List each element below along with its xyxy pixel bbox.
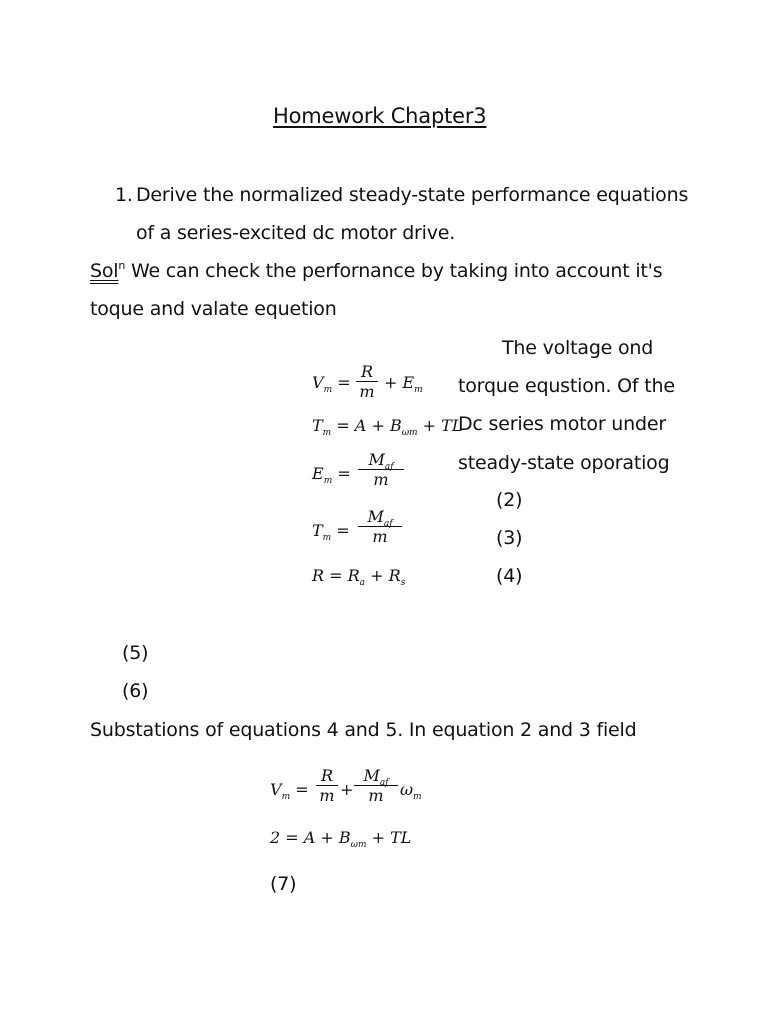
substitution-text: Substations of equations 4 and 5. In equation 2 and 3 field <box>90 719 637 741</box>
equation-voltage: $V_m$ = R m + $E_m$ <box>312 362 423 401</box>
equation-number-7: (7) <box>270 873 297 895</box>
solution-line-1 <box>90 259 662 286</box>
solution-text-1: We can check the perfornance by taking into account it's <box>131 260 663 282</box>
equation-number-6: (6) <box>122 680 149 702</box>
equation-torque-normalized: $T_m$ = $M_{af}$ m <box>312 507 432 557</box>
equation-number-3: (3) <box>496 527 523 549</box>
question-line-2: of a series-excited dc motor drive. <box>136 222 456 244</box>
equation-number-4: (4) <box>496 565 523 587</box>
equation-emf: $E_m$ = $M_{af}$ m <box>312 450 432 500</box>
equation-number-2: (2) <box>496 489 523 511</box>
page-title: Homework Chapter3 <box>273 104 487 128</box>
side-note-line-3: Dc series motor under <box>458 413 666 435</box>
side-note-line-4: steady-state oporatiog <box>458 452 670 474</box>
equation-voltage-substituted: $V_m$ = R m + $M_{af}$ m $\omega_m$ <box>270 766 422 805</box>
equation-torque: $T_m = A + B_{\omega m}$ + TL <box>312 416 463 438</box>
solution-line-2: toque and valate equetion <box>90 298 337 320</box>
equation-resistance: $R = R_a + R_s$ <box>312 566 406 588</box>
side-note-line-2: torque equstion. Of the <box>458 375 675 397</box>
solution-label: Sol <box>90 260 119 282</box>
equation-number-5: (5) <box>122 642 149 664</box>
question-number: 1. <box>115 184 133 206</box>
solution-label-sup: n <box>118 259 126 272</box>
equation-torque-substituted: $2 = A + B_{\omega m}$ + TL <box>270 828 412 850</box>
question-line-1: Derive the normalized steady-state performance equations <box>136 184 689 206</box>
side-note-line-1: The voltage ond <box>502 337 654 359</box>
